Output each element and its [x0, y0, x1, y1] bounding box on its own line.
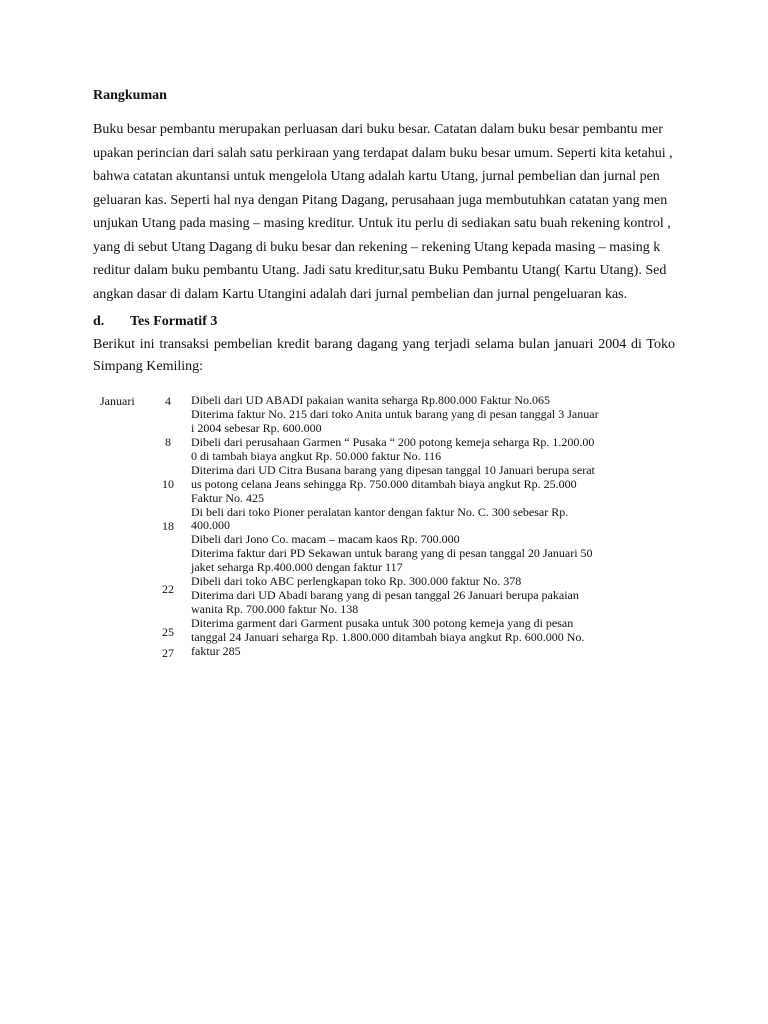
- entry-line: Dibeli dari UD ABADI pakaian wanita seharga Rp.800.000 Faktur No.065: [191, 393, 551, 407]
- summary-line: yang di sebut Utang Dagang di buku besar dan rekening – rekening Utang kepada masing – masing k: [93, 239, 661, 255]
- intro-line: Simpang Kemiling:: [93, 359, 204, 374]
- transaction-day: 18: [162, 519, 174, 533]
- summary-line: angkan dasar di dalam Kartu Utangini adalah dari jurnal pembelian dan jurnal pengeluaran kas.: [93, 286, 628, 302]
- entry-line: Faktur No. 425: [191, 490, 264, 505]
- entry-line: Diterima dari UD Citra Busana barang yang dipesan tanggal 10 Januari berupa serat: [191, 462, 595, 477]
- entry-line: Diterima dari UD Abadi barang yang di pesan tanggal 26 Januari berupa pakaian: [191, 588, 579, 603]
- section-title: Tes Formatif 3: [130, 314, 218, 329]
- summary-line: unjukan Utang pada masing – masing kreditur. Untuk itu perlu di sediakan satu buah rekening kontrol ,: [93, 216, 671, 231]
- entry-line: Diterima faktur dari PD Sekawan untuk barang yang di pesan tanggal 20 Januari 50: [191, 546, 593, 561]
- entry-line: 400.000: [191, 518, 230, 533]
- transaction-day: 22: [162, 582, 174, 596]
- transaction-day: 4: [165, 394, 171, 408]
- transaction-day: 27: [162, 646, 174, 660]
- transaction-day: 8: [165, 435, 171, 449]
- entry-line: us potong celana Jeans sehingga Rp. 750.000 ditambah biaya angkut Rp. 25.000: [191, 476, 577, 491]
- transaction-day: 10: [162, 477, 174, 491]
- transaction-entries: [191, 394, 651, 659]
- entry-line: i 2004 sebesar Rp. 600.000: [191, 420, 322, 435]
- summary-line: reditur dalam buku pembantu Utang. Jadi satu kreditur,satu Buku Pembantu Utang( Kartu Utang). Sed: [93, 263, 667, 278]
- summary-line: geluaran kas. Seperti hal nya dengan Pitang Dagang, perusahaan juga membutuhkan catatan yang men: [93, 192, 668, 208]
- entry-line: Di beli dari toko Pioner peralatan kantor dengan faktur No. C. 300 sebesar Rp.: [191, 504, 569, 519]
- exercise-intro: [93, 334, 675, 378]
- entry-line: Diterima faktur No. 215 dari toko Anita untuk barang yang di pesan tanggal 3 Januar: [191, 406, 599, 421]
- entry-line: wanita Rp. 700.000 faktur No. 138: [191, 602, 359, 617]
- intro-line: Berikut ini transaksi pembelian kredit barang dagang yang terjadi selama bulan januari 2004 di Toko: [93, 337, 675, 352]
- section-heading: [93, 313, 217, 331]
- summary-heading: Rangkuman: [93, 88, 167, 103]
- entry-line: faktur 285: [191, 643, 241, 658]
- entry-line: Dibeli dari Jono Co. macam – macam kaos Rp. 700.000: [191, 532, 460, 547]
- summary-line: Buku besar pembantu merupakan perluasan dari buku besar. Catatan dalam buku besar pembantu mer: [93, 122, 663, 137]
- summary-line: upakan perincian dari salah satu perkiraan yang terdapat dalam buku besar umum. Seperti kita ketahui ,: [93, 145, 673, 161]
- entry-line: tanggal 24 Januari seharga Rp. 1.800.000 ditambah biaya angkut Rp. 600.000 No.: [191, 629, 585, 644]
- entry-line: Diterima garment dari Garment pusaka untuk 300 potong kemeja yang di pesan: [191, 616, 574, 630]
- transaction-day: 25: [162, 625, 174, 639]
- entry-line: 0 di tambah biaya angkut Rp. 50.000 faktur No. 116: [191, 448, 442, 463]
- section-number: d.: [93, 314, 105, 329]
- entry-line: jaket seharga Rp.400.000 dengan faktur 117: [191, 560, 403, 575]
- entry-line: Dibeli dari perusahaan Garmen “ Pusaka “ 200 potong kemeja seharga Rp. 1.200.00: [191, 434, 595, 449]
- entry-line: Dibeli dari toko ABC perlengkapan toko Rp. 300.000 faktur No. 378: [191, 574, 522, 589]
- summary-paragraph: [93, 118, 693, 306]
- transaction-month: Januari: [100, 394, 135, 408]
- summary-line: bahwa catatan akuntansi untuk mengelola Utang adalah kartu Utang, jurnal pembelian dan jurnal pen: [93, 169, 660, 184]
